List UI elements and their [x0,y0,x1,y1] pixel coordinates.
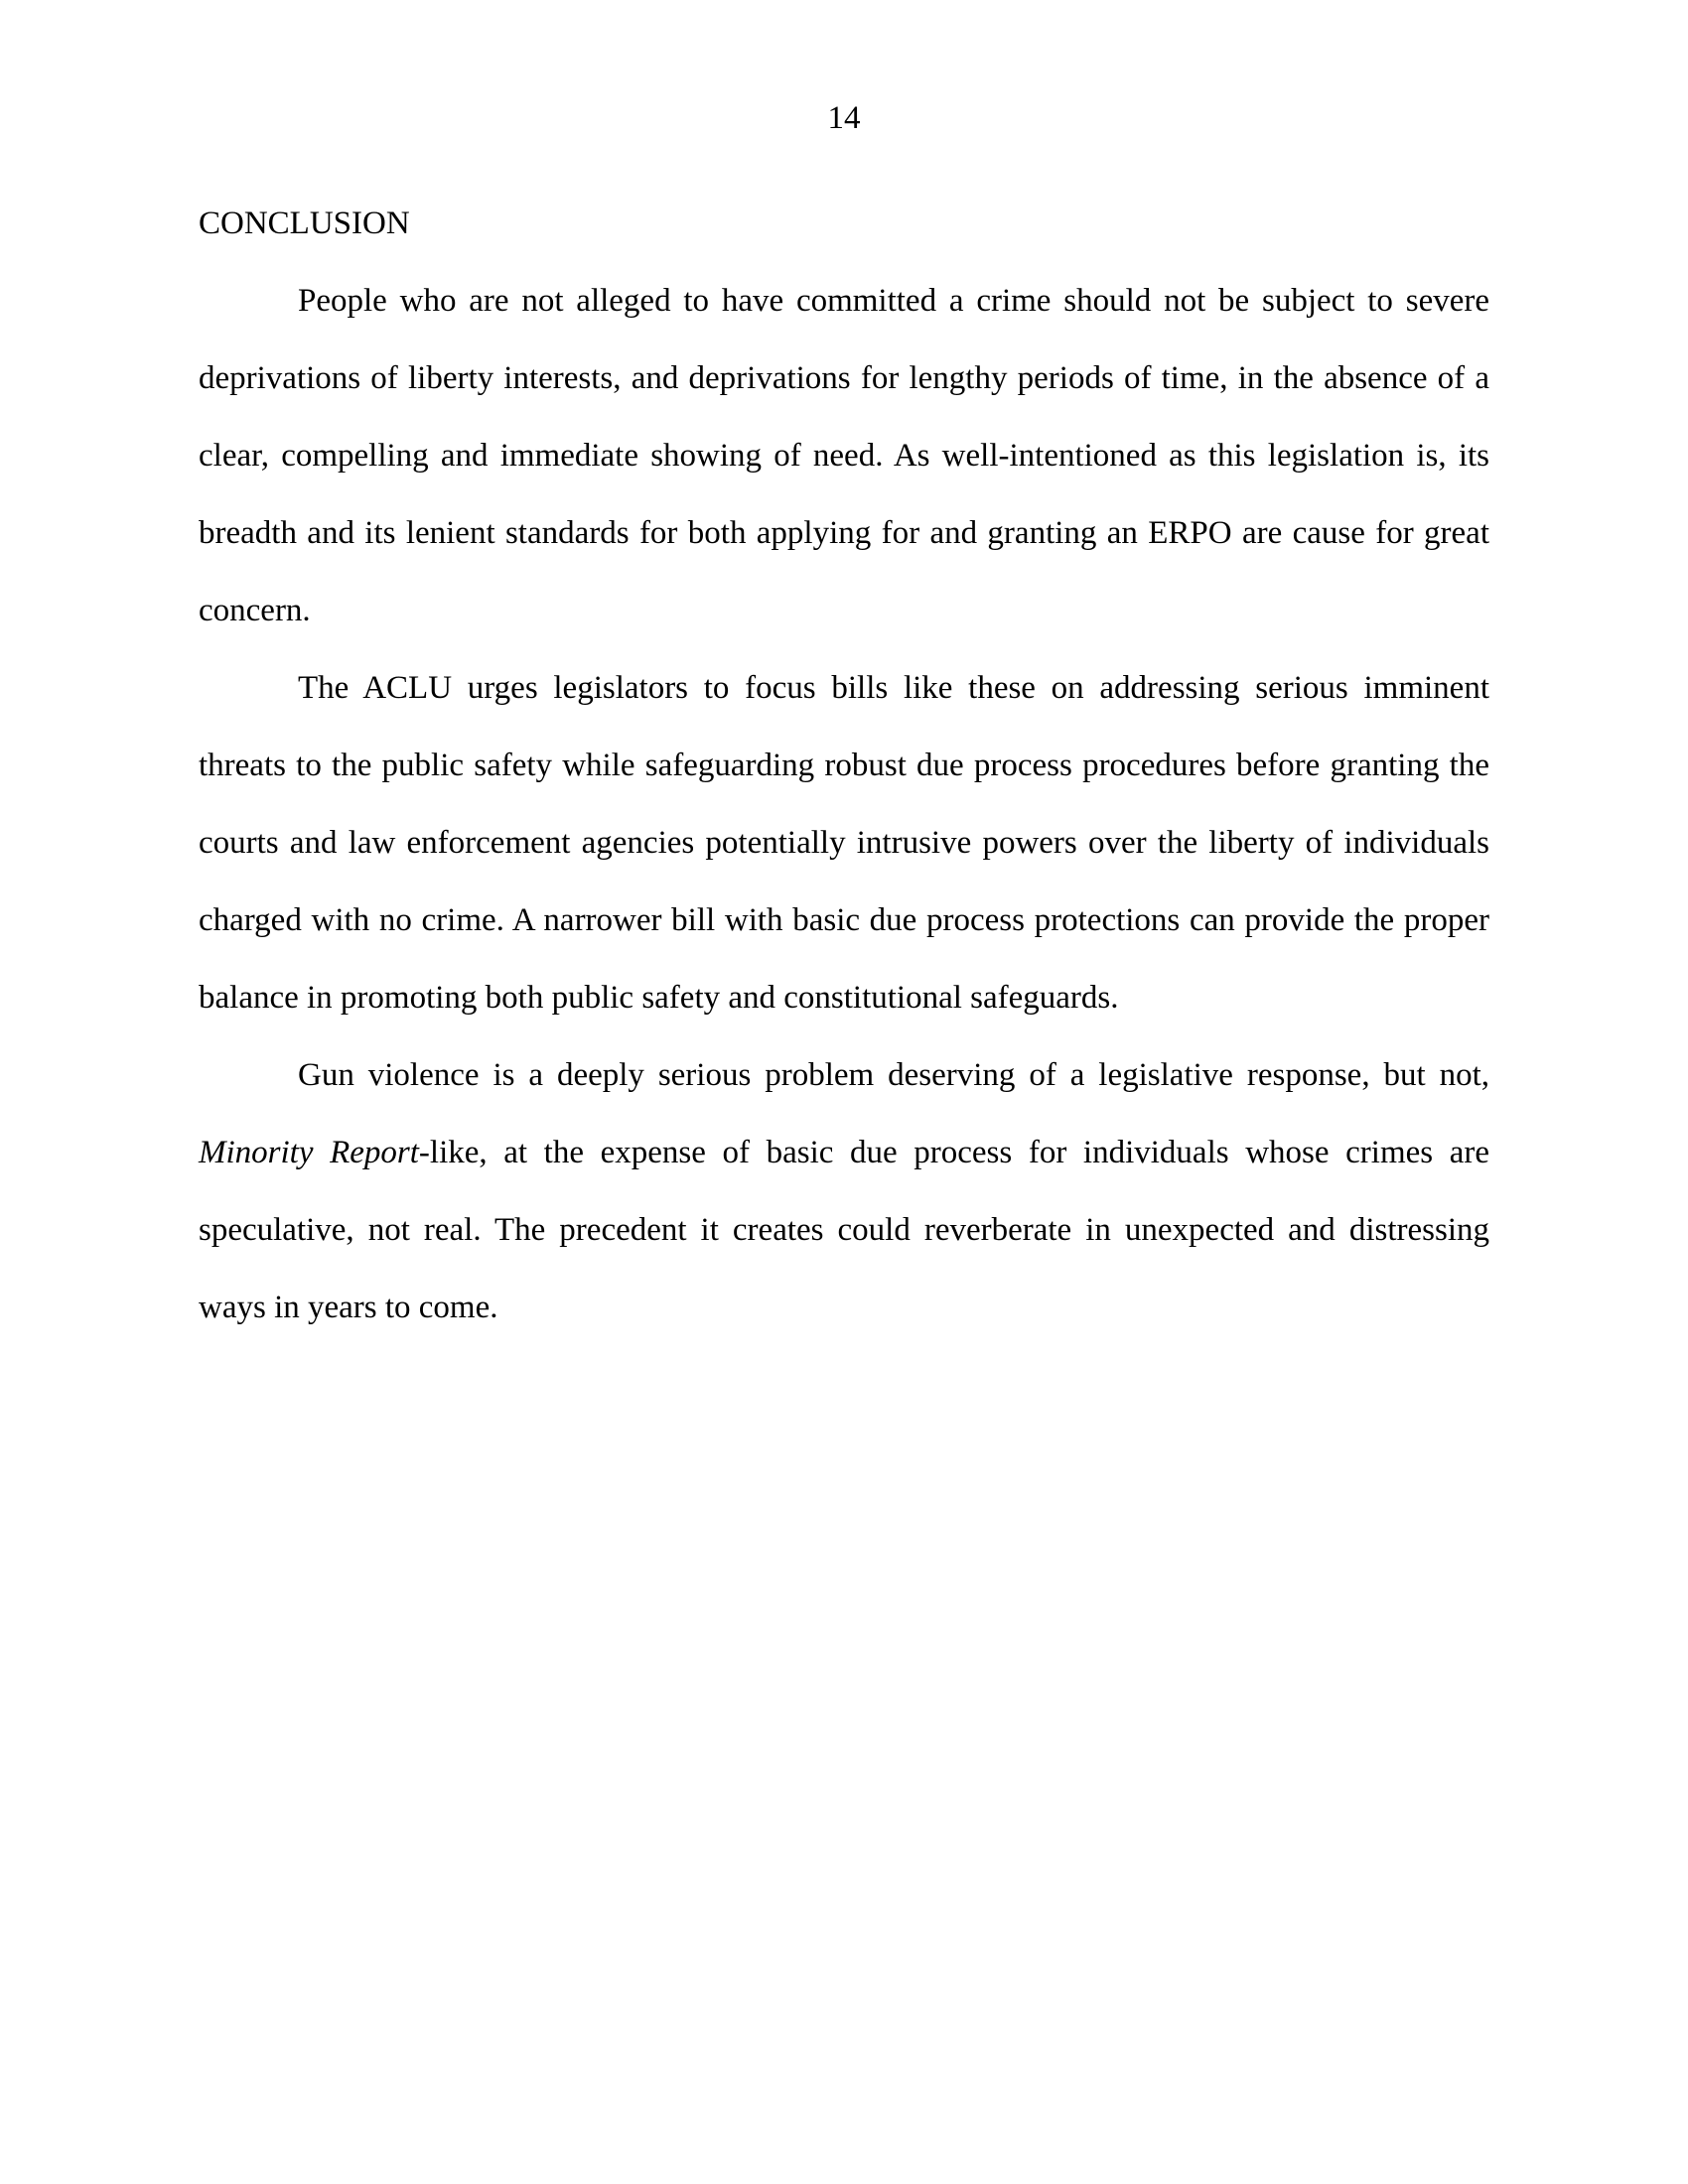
text-run: The ACLU urges legislators to focus bills like these on addressing serious imminent threats to the public safety while safeguarding robust due process procedures before granting the courts and law enforcement agencies potentially intrusive powers over the liberty of individuals charged with no crime. A narrower bill with basic due process protections can provide the proper balance in promoting both public safety and constitutional safeguards. [199,670,1489,1016]
paragraph-3 [199,1036,1489,1346]
paragraph-1 [199,262,1489,649]
page-number: 14 [827,100,861,136]
text-run: People who are not alleged to have committed a crime should not be subject to severe deprivations of liberty interests, and deprivations for lengthy periods of time, in the absence of a clear, compelling and immediate showing of need. As well-intentioned as this legislation is, its breadth and its lenient standards for both applying for and granting an ERPO are cause for great concern. [199,283,1489,628]
section-heading-conclusion: CONCLUSION [199,205,410,241]
document-body [199,185,1489,1346]
paragraph-2 [199,649,1489,1036]
text-run: Gun violence is a deeply serious problem deserving of a legislative response, but not, [298,1057,1489,1093]
italic-text-run: Minority Report [199,1135,419,1170]
text-run: -like, at the expense of basic due process for individuals whose crimes are speculative, not real. The precedent it creates could reverberate in unexpected and distressing ways in years to come. [199,1135,1489,1325]
